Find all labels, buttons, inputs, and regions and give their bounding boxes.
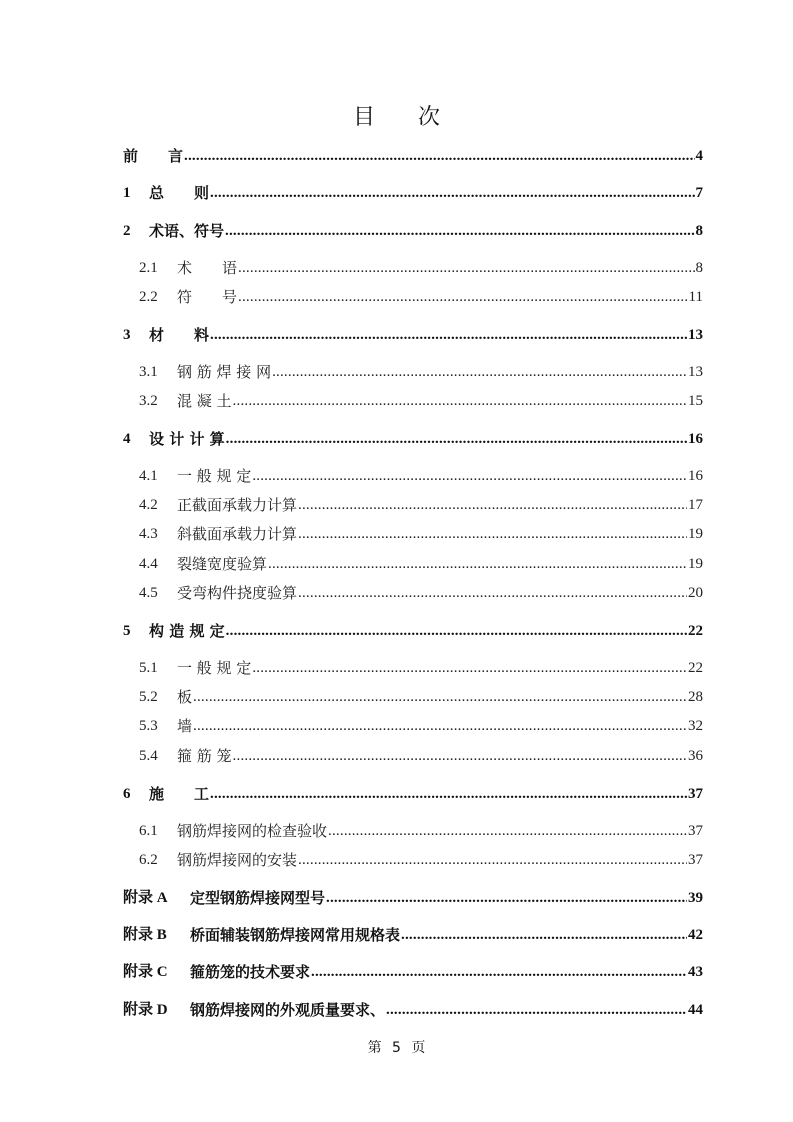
toc-entry-number: 4 xyxy=(123,431,131,447)
toc-entry-page: 16 xyxy=(688,468,703,484)
toc-leader-dots xyxy=(326,888,687,908)
toc-leader-dots xyxy=(193,687,687,707)
toc-leader-dots xyxy=(184,146,694,166)
toc-section-entry[interactable] xyxy=(123,714,703,736)
toc-entry-title: 桥面辅装钢筋焊接网常用规格表 xyxy=(190,926,401,944)
toc-section-entry[interactable] xyxy=(123,464,703,486)
toc-entry-number: 2.2 xyxy=(139,289,158,305)
toc-entry-title: 材 料 xyxy=(149,326,210,344)
toc-leader-dots xyxy=(233,746,687,766)
toc-entry-title: 裂缝宽度验算 xyxy=(177,555,268,573)
toc-chapter-entry[interactable] xyxy=(123,619,703,641)
toc-section-entry[interactable] xyxy=(123,360,703,382)
toc-section-entry[interactable] xyxy=(123,389,703,411)
toc-entry-title: 箍 筋 笼 xyxy=(177,747,232,765)
toc-entry-page: 13 xyxy=(688,364,703,380)
toc-section-entry[interactable] xyxy=(123,581,703,603)
toc-entry-title: 板 xyxy=(177,688,193,706)
toc-entry-title: 钢筋焊接网的安装 xyxy=(177,851,298,869)
toc-leader-dots xyxy=(210,183,694,203)
page-title xyxy=(0,100,793,131)
toc-entry-page: 44 xyxy=(688,1002,703,1018)
toc-leader-dots xyxy=(233,391,687,411)
toc-entry-page: 19 xyxy=(688,556,703,572)
toc-entry-title: 一 般 规 定 xyxy=(177,467,252,485)
toc-section-entry[interactable] xyxy=(123,848,703,870)
toc-entry-number: 4.3 xyxy=(139,526,158,542)
toc-entry-number: 1 xyxy=(123,185,131,201)
toc-leader-dots xyxy=(298,524,687,544)
toc-leader-dots xyxy=(298,583,687,603)
toc-entry-number: 附录 C xyxy=(123,964,168,980)
toc-entry-page: 37 xyxy=(688,786,703,802)
toc-entry-page: 19 xyxy=(688,526,703,542)
toc-entry-number: 附录 A xyxy=(123,890,168,906)
toc-entry-number: 3.2 xyxy=(139,393,158,409)
toc-entry-page: 22 xyxy=(688,623,703,639)
toc-entry-page: 36 xyxy=(688,748,703,764)
toc-entry-page: 7 xyxy=(695,185,703,201)
toc-entry-page: 13 xyxy=(688,327,703,343)
toc-entry-title: 受弯构件挠度验算 xyxy=(177,584,298,602)
toc-leader-dots xyxy=(252,466,687,486)
toc-entry-page: 17 xyxy=(688,497,703,513)
toc-entry-title: 术语、符号 xyxy=(149,222,225,240)
toc-leader-dots xyxy=(252,658,687,678)
toc-leader-dots xyxy=(328,821,687,841)
toc-section-entry[interactable] xyxy=(123,522,703,544)
toc-leader-dots xyxy=(225,221,694,241)
toc-leader-dots xyxy=(386,1000,687,1020)
toc-leader-dots xyxy=(298,495,687,515)
toc-leader-dots xyxy=(226,621,687,641)
toc-section-entry[interactable] xyxy=(123,656,703,678)
toc-entry-number: 6.2 xyxy=(139,852,158,868)
toc-entry-page: 42 xyxy=(688,927,703,943)
toc-entry-title: 定型钢筋焊接网型号 xyxy=(190,889,326,907)
page-footer xyxy=(0,1037,793,1057)
toc-leader-dots xyxy=(238,287,688,307)
footer-prefix: 第 xyxy=(367,1040,382,1056)
toc-leader-dots xyxy=(311,962,687,982)
toc-section-entry[interactable] xyxy=(123,256,703,278)
toc-entry-page: 15 xyxy=(688,393,703,409)
toc-entry-number: 6 xyxy=(123,786,131,802)
toc-entry-number: 2.1 xyxy=(139,260,158,276)
toc-entry-title: 混 凝 土 xyxy=(177,392,232,410)
toc-chapter-entry[interactable] xyxy=(123,782,703,804)
toc-entry-page: 37 xyxy=(688,823,703,839)
toc-entry-title: 构 造 规 定 xyxy=(149,622,225,640)
toc-entry-page: 4 xyxy=(695,148,703,164)
toc-entry-title: 前 言 xyxy=(123,147,184,165)
page-title-char-2: 次 xyxy=(418,105,441,130)
toc-entry-title: 钢 筋 焊 接 网 xyxy=(177,363,272,381)
toc-entry-page: 43 xyxy=(688,964,703,980)
toc-leader-dots xyxy=(193,716,687,736)
toc-leader-dots xyxy=(298,850,687,870)
page-title-char-1: 目 xyxy=(352,105,375,130)
toc-entry-page: 8 xyxy=(695,223,703,239)
toc-entry-title: 钢筋焊接网的检查验收 xyxy=(177,822,328,840)
toc-section-entry[interactable] xyxy=(123,744,703,766)
toc-entry-page: 20 xyxy=(688,585,703,601)
toc-entry-page: 37 xyxy=(688,852,703,868)
toc-entry-number: 4.4 xyxy=(139,556,158,572)
toc-entry-number: 5 xyxy=(123,623,131,639)
toc-chapter-entry[interactable] xyxy=(123,323,703,345)
toc-entry-number: 3.1 xyxy=(139,364,158,380)
toc-entry-number: 5.3 xyxy=(139,718,158,734)
toc-entry-page: 28 xyxy=(688,689,703,705)
toc-leader-dots xyxy=(210,325,687,345)
toc-entry-number: 4.2 xyxy=(139,497,158,513)
toc-chapter-entry[interactable] xyxy=(123,427,703,449)
toc-entry-number: 5.4 xyxy=(139,748,158,764)
toc-leader-dots xyxy=(401,925,687,945)
toc-entry-page: 32 xyxy=(688,718,703,734)
toc-chapter-entry[interactable] xyxy=(123,219,703,241)
toc-chapter-entry[interactable] xyxy=(123,886,703,908)
toc-entry-page: 11 xyxy=(688,289,703,305)
toc-entry-number: 6.1 xyxy=(139,823,158,839)
toc-entry-number: 2 xyxy=(123,223,131,239)
toc-chapter-entry[interactable] xyxy=(123,960,703,982)
toc-entry-page: 22 xyxy=(688,660,703,676)
toc-section-entry[interactable] xyxy=(123,285,703,307)
toc-entry-number: 5.2 xyxy=(139,689,158,705)
toc-leader-dots xyxy=(226,429,687,449)
toc-section-entry[interactable] xyxy=(123,552,703,574)
toc-entry-page: 39 xyxy=(688,890,703,906)
toc-entry-number: 3 xyxy=(123,327,131,343)
toc-entry-number: 4.1 xyxy=(139,468,158,484)
footer-suffix: 页 xyxy=(411,1040,426,1056)
toc-entry-title: 术 语 xyxy=(177,259,238,277)
toc-entry-title: 总 则 xyxy=(149,184,210,202)
toc-chapter-entry[interactable] xyxy=(123,144,703,166)
toc-entry-number: 4.5 xyxy=(139,585,158,601)
toc-entry-title: 设 计 计 算 xyxy=(149,430,225,448)
toc-section-entry[interactable] xyxy=(123,819,703,841)
toc-entry-title: 符 号 xyxy=(177,288,238,306)
toc-leader-dots xyxy=(210,784,687,804)
toc-entry-page: 8 xyxy=(695,260,703,276)
toc-entry-title: 施 工 xyxy=(149,785,210,803)
toc-entry-number: 附录 B xyxy=(123,927,167,943)
footer-page-number: 5 xyxy=(392,1040,401,1056)
toc-entry-title: 正截面承载力计算 xyxy=(177,496,298,514)
toc-entry-number: 附录 D xyxy=(123,1002,168,1018)
toc-entry-page: 16 xyxy=(688,431,703,447)
toc-entry-title: 墙 xyxy=(177,717,193,735)
toc-section-entry[interactable] xyxy=(123,685,703,707)
toc-entry-title: 箍筋笼的技术要求 xyxy=(190,963,311,981)
toc-entry-number: 5.1 xyxy=(139,660,158,676)
toc-leader-dots xyxy=(268,554,687,574)
toc-leader-dots xyxy=(272,362,687,382)
toc-chapter-entry[interactable] xyxy=(123,998,703,1020)
toc-chapter-entry[interactable] xyxy=(123,181,703,203)
toc-entry-title: 一 般 规 定 xyxy=(177,659,252,677)
toc-chapter-entry[interactable] xyxy=(123,923,703,945)
toc-entry-title: 钢筋焊接网的外观质量要求、 xyxy=(190,1001,386,1019)
toc-section-entry[interactable] xyxy=(123,493,703,515)
toc-entry-title: 斜截面承载力计算 xyxy=(177,525,298,543)
toc-leader-dots xyxy=(238,258,694,278)
